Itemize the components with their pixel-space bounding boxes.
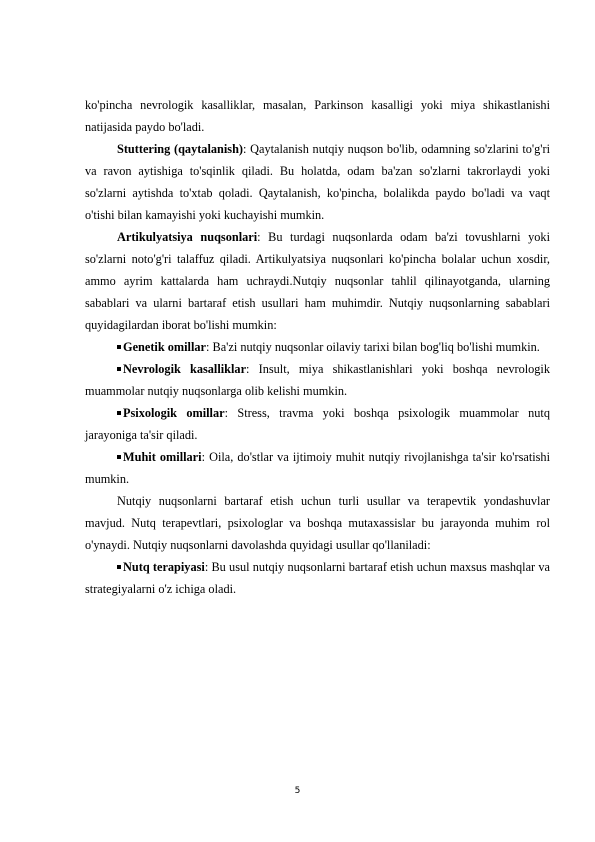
list-item-text: : Ba'zi nutqiy nuqsonlar oilaviy tarixi bilan bog'liq bo'lishi mumkin. [206,340,540,354]
term-neurological: Nevrologik kasalliklar [123,362,247,376]
page-number: 5 [294,786,301,796]
term-articulation: Artikulyatsiya nuqsonlari [117,230,258,244]
list-item-text: : Insult, miya shikastlanishlari yoki boshqa nevrologik muammolar nutqiy nuqsonlarga olib kelishi mumkin. [85,362,550,398]
paragraph-text: : Bu turdagi nuqsonlarda odam ba'zi tovushlarni yoki so'zlarni noto'g'ri talaffuz qiladi. Artikulyatsiya nuqsonlari ko'pincha bolalar uchun xosdir, ammo ayrim kattalarda ham uchraydi.Nutqiy nuqsonlar tahlil qilinayotganda, ularning sabablari va ularni bartaraf etish usullari ham muhimdir. Nutqiy nuqsonlarning sabablari quyidagilardan iborat bo'lishi mumkin: [85,230,551,332]
term-psychological: Psixologik omillar [123,406,225,420]
term-environment: Muhit omillari [123,450,202,464]
paragraph-text: : Qaytalanish nutqiy nuqson bo'lib, odamning so'zlarini to'g'ri va ravon aytishiga to'sqinlik qiladi. Bu holatda, odam ba'zan so'zlarni takrorlaydi yoki so'zlarni aytishda to'xtab qoladi. Qaytalanish, ko'pincha, bolalikda paydo bo'ladi va vaqt o'tishi bilan kamayishi yoki kuchayishi mumkin. [85,142,550,222]
term-speech-therapy: Nutq terapiyasi [123,560,205,574]
list-item-neurological [85,358,550,402]
bullet-icon [117,367,121,371]
paragraph-stuttering [85,138,550,226]
document-body [85,94,550,600]
list-item-text: : Oila, do'stlar va ijtimoiy muhit nutqiy rivojlanishga ta'sir ko'rsatishi mumkin. [85,450,551,486]
term-genetic: Genetik omillar [123,340,206,354]
bullet-icon [117,345,121,349]
list-item-genetic [85,336,550,358]
paragraph-articulation [85,226,550,336]
paragraph-text: ko'pincha nevrologik kasalliklar, masalan, Parkinson kasalligi yoki miya shikastlanishi natijasida paydo bo'ladi. [85,98,550,134]
paragraph-treatment [85,490,550,556]
list-item-speech-therapy [85,556,550,600]
term-stuttering: Stuttering (qaytalanish) [117,142,243,156]
bullet-icon [117,455,121,459]
list-item-text: : Stress, travma yoki boshqa psixologik muammolar nutq jarayoniga ta'sir qiladi. [85,406,550,442]
bullet-icon [117,565,121,569]
paragraph-intro-continuation [85,94,550,138]
list-item-psychological [85,402,550,446]
bullet-icon [117,411,121,415]
list-item-text: : Bu usul nutqiy nuqsonlarni bartaraf etish uchun maxsus mashqlar va strategiyalarni o'z ichiga oladi. [85,560,550,596]
paragraph-text: Nutqiy nuqsonlarni bartaraf etish uchun turli usullar va terapevtik yondashuvlar mavjud. Nutq terapevtlari, psixologlar va boshqa mutaxassislar bu jarayonda muhim rol o'ynaydi. Nutqiy nuqsonlarni davolashda quyidagi usullar qo'llaniladi: [85,494,550,552]
list-item-environment [85,446,550,490]
